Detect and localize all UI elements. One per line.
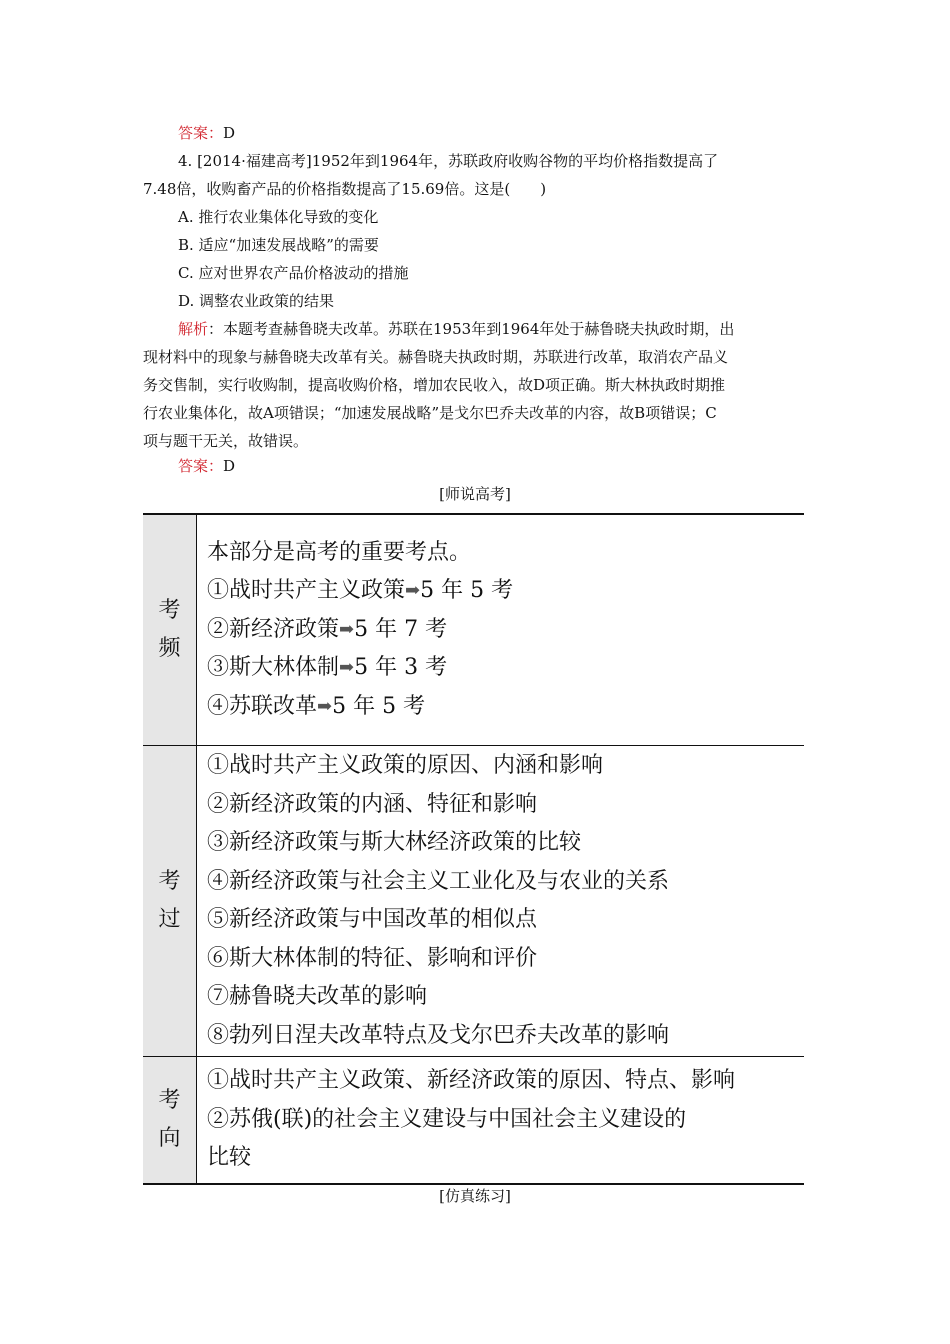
kaopin-item: ②新经济政策➡5 年 7 考 [207, 611, 803, 650]
exam-points-table [143, 513, 804, 1185]
option-b: B. 适应“加速发展战略”的需要 [178, 236, 379, 254]
right-arrow-icon: ➡ [405, 580, 421, 602]
kaoguo-item: ⑧勃列日涅夫改革特点及戈尔巴乔夫改革的影响 [207, 1022, 670, 1048]
analysis-line: 项与题干无关，故错误。 [143, 432, 309, 450]
answer-value: D [223, 124, 236, 142]
right-arrow-icon: ➡ [339, 618, 355, 640]
row-label-kaopin: 考 频 [143, 514, 197, 746]
kaoguo-item: ②新经济政策的内涵、特征和影响 [207, 791, 538, 817]
kaoxiang-item: 比较 [207, 1145, 252, 1171]
row-content-kaopin [197, 514, 805, 746]
row-label-kaoxiang: 考 向 [143, 1057, 197, 1185]
table-row-kaopin [143, 514, 804, 746]
kaoguo-item: ④新经济政策与社会主义工业化及与农业的关系 [207, 868, 670, 894]
kaoxiang-item: ①战时共产主义政策、新经济政策的原因、特点、影响 [207, 1068, 736, 1094]
kaopin-intro: 本部分是高考的重要考点。 [207, 539, 472, 565]
analysis-line: 现材料中的现象与赫鲁晓夫改革有关。赫鲁晓夫执政时期，苏联进行改革，取消农产品义 [143, 348, 729, 366]
option-d: D. 调整农业政策的结果 [178, 292, 335, 310]
analysis-line: 行农业集体化，故A项错误；“加速发展战略”是戈尔巴乔夫改革的内容，故B项错误；C [143, 404, 717, 422]
row-label-kaoguo: 考 过 [143, 746, 197, 1057]
answer-value: D [223, 457, 236, 475]
kaopin-item: ④苏联改革➡5 年 5 考 [207, 688, 803, 727]
kaoguo-item: ⑥斯大林体制的特征、影响和评价 [207, 945, 538, 971]
answer-label: 答案： [178, 457, 224, 475]
kaoguo-item: ⑦赫鲁晓夫改革的影响 [207, 984, 428, 1009]
question-line: 7.48倍，收购畜产品的价格指数提高了15.69倍。这是( ) [143, 180, 547, 198]
analysis-label: 解析 [178, 320, 209, 338]
answer-line-top [178, 119, 235, 147]
row-content-kaoguo [197, 746, 805, 1057]
kaoguo-item: ①战时共产主义政策的原因、内涵和影响 [207, 753, 604, 778]
section-heading-practice: [仿真练习] [439, 1187, 511, 1205]
answer-label: 答案： [178, 124, 224, 142]
row-content-kaoxiang [197, 1057, 805, 1185]
analysis-line: 解析：本题考查赫鲁晓夫改革。苏联在1953年到1964年处于赫鲁晓夫执政时期，出 [178, 320, 735, 338]
kaoguo-item: ⑤新经济政策与中国改革的相似点 [207, 907, 538, 932]
right-arrow-icon: ➡ [317, 695, 333, 717]
analysis-line: 务交售制，实行收购制，提高收购价格，增加农民收入，故D项正确。斯大林执政时期推 [143, 376, 726, 394]
option-a: A. 推行农业集体化导致的变化 [178, 208, 379, 226]
table-row-kaoxiang [143, 1057, 804, 1185]
question-stem [143, 147, 813, 203]
kaoguo-item: ③新经济政策与斯大林经济政策的比较 [207, 830, 582, 855]
kaopin-item: ①战时共产主义政策➡5 年 5 考 [207, 572, 803, 611]
right-arrow-icon: ➡ [339, 657, 355, 679]
kaoxiang-item: ②苏俄(联)的社会主义建设与中国社会主义建设的 [207, 1106, 687, 1132]
table-row-kaoguo [143, 746, 804, 1057]
question-line: 4. [2014·福建高考]1952年到1964年，苏联政府收购谷物的平均价格指数提高了 [178, 152, 719, 170]
section-heading-teacher: [师说高考] [439, 485, 511, 503]
answer-line-bottom [178, 452, 235, 480]
analysis-block [143, 315, 813, 455]
kaopin-item: ③斯大林体制➡5 年 3 考 [207, 649, 803, 688]
option-c: C. 应对世界农产品价格波动的措施 [178, 264, 409, 282]
